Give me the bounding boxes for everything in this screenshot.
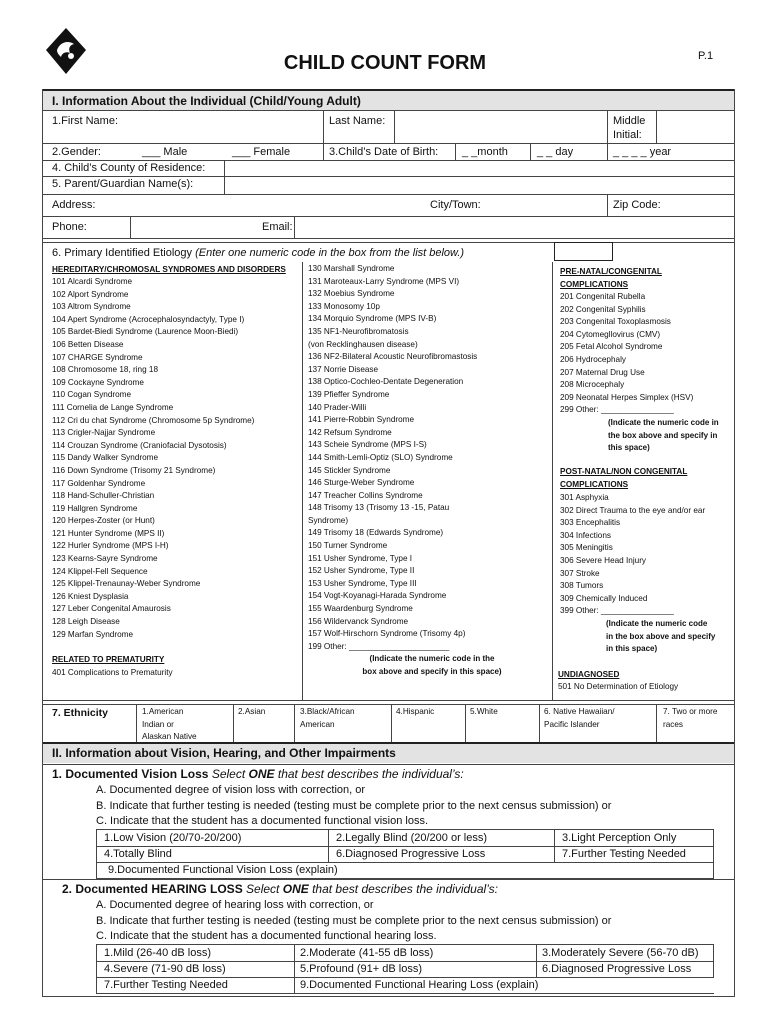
etiology-code-item: 308 Tumors: [560, 581, 604, 591]
opt-line: Pacific Islander: [544, 719, 600, 729]
hereditary-list: [52, 276, 254, 641]
etiology-code-item: 107 CHARGE Syndrome: [52, 352, 143, 362]
other-299-note: [608, 417, 719, 455]
city-label: City/Town:: [430, 199, 481, 211]
rule: [224, 160, 225, 194]
vision-line-a: A. Documented degree of vision loss with correction, or: [96, 784, 366, 796]
etiology-code-item: 143 Scheie Syndrome (MPS I-S): [308, 440, 427, 450]
rule: [294, 216, 295, 238]
prenatal-heading-2: COMPLICATIONS: [560, 279, 629, 289]
hearing-instructions: [96, 898, 611, 945]
etiology-code-item: 106 Betten Disease: [52, 339, 124, 349]
etiology-code-item: 146 Sturge-Weber Syndrome: [308, 478, 415, 488]
etiology-code-item: 149 Trisomy 18 (Edwards Syndrome): [308, 528, 444, 538]
hearing-line-c: C. Indicate that the student has a documented functional hearing loss.: [96, 930, 437, 942]
rule: [42, 700, 734, 701]
city-field[interactable]: [492, 196, 604, 214]
other-199-note: [352, 653, 512, 678]
etiology-label-text: 6. Primary Identified Etiology: [52, 247, 193, 259]
section2-heading: II. Information about Vision, Hearing, and Other Impairments: [52, 746, 396, 760]
middle-initial-label: Middle: [613, 115, 646, 127]
vision-title-end: that best describes the individual’s:: [274, 767, 464, 781]
etiology-code-item: 132 Moebius Syndrome: [308, 289, 395, 299]
rule: [607, 143, 608, 160]
vision-title-one: ONE: [248, 767, 275, 781]
email-label: Email:: [262, 221, 293, 233]
rule: [302, 262, 303, 700]
etiology-code-item: 309 Chemically Induced: [560, 593, 648, 603]
syndrome-list-2: [308, 263, 477, 653]
rule: [233, 704, 234, 742]
section1-heading: I. Information About the Individual (Child/Young Adult): [52, 94, 361, 108]
etiology-code-item: 399 Other: ________________: [560, 606, 674, 616]
email-field[interactable]: [298, 218, 732, 236]
etiology-code-item: 299 Other: ________________: [560, 405, 674, 415]
etiology-code-item: 142 Refsum Syndrome: [308, 427, 392, 437]
rule: [130, 216, 131, 238]
etiology-code-item: 117 Goldenhar Syndrome: [52, 478, 146, 488]
etiology-code-item: 105 Bardet-Biedi Syndrome (Laurence Moon-Biedi): [52, 327, 239, 337]
vision-instructions: [96, 783, 611, 830]
county-label: 4. Child’s County of Residence:: [52, 162, 206, 174]
etiology-code-item: 150 Turner Syndrome: [308, 541, 388, 551]
etiology-instruction: (Enter one numeric code in the box from the list below.): [195, 247, 465, 259]
vision-title-rest: Select: [208, 767, 249, 781]
rule: [455, 143, 456, 160]
etiology-code-item: 302 Direct Trauma to the eye and/or ear: [560, 505, 706, 515]
etiology-code-item: 129 Marfan Syndrome: [52, 629, 134, 639]
dob-label: 3.Child’s Date of Birth:: [329, 146, 439, 158]
etiology-code-item: 148 Trisomy 13 (Trisomy 13 -15, Patau: [308, 503, 450, 513]
rule: [96, 862, 714, 863]
hearing-title-end: that best describes the individual’s:: [308, 882, 498, 896]
etiology-code-item: 139 Pfieffer Syndrome: [308, 389, 390, 399]
note-line: this space): [608, 443, 650, 452]
etiology-code-item: 101 Alcardi Syndrome: [52, 277, 133, 286]
hearing-option-1[interactable]: 1.Mild (26-40 dB loss): [104, 947, 211, 959]
postnatal-heading-1: POST-NATAL/NON CONGENITAL: [560, 467, 688, 476]
etiology-code-item: 130 Marshall Syndrome: [308, 264, 395, 273]
etiology-code-item: 144 Smith-Lemli-Optiz (SLO) Syndrome: [308, 452, 453, 462]
etiology-code-item: 104 Apert Syndrome (Acrocephalosyndactyly, Type I): [52, 314, 245, 324]
rule: [394, 110, 395, 143]
vision-title-bold: 1. Documented Vision Loss: [52, 767, 209, 781]
etiology-code-item: 125 Klippel-Trenaunay-Weber Syndrome: [52, 579, 201, 589]
hearing-line-a: A. Documented degree of hearing loss with correction, or: [96, 899, 374, 911]
opt-line: 3.Black/African: [300, 707, 355, 716]
ethnicity-option-7[interactable]: [663, 706, 717, 731]
etiology-code-item: 126 Kniest Dysplasia: [52, 591, 129, 601]
last-name-field[interactable]: [396, 111, 604, 141]
opt-line: 4.Hispanic: [396, 707, 435, 716]
rule: [42, 242, 734, 243]
ethnicity-option-4[interactable]: [396, 706, 434, 719]
etiology-code-item: 204 Cytomegllovirus (CMV): [560, 329, 661, 339]
vision-option-9[interactable]: 9.Documented Functional Vision Loss (explain): [108, 864, 338, 876]
vision-option-4[interactable]: 4.Totally Blind: [104, 848, 172, 860]
rule: [656, 110, 657, 143]
zip-label: Zip Code:: [613, 199, 661, 211]
etiology-code-item: 304 Infections: [560, 530, 611, 540]
ethnicity-option-2[interactable]: [238, 706, 265, 719]
etiology-code-item: (von Recklinghausen disease): [308, 339, 418, 349]
vision-line-c: C. Indicate that the student has a documented functional vision loss.: [96, 815, 429, 827]
vision-option-3[interactable]: 3.Light Perception Only: [562, 832, 677, 844]
rule: [42, 216, 734, 217]
rule: [42, 194, 734, 195]
other-399-note: [606, 618, 715, 656]
middle-initial-field[interactable]: [658, 111, 732, 141]
vision-option-7[interactable]: 7.Further Testing Needed: [562, 848, 686, 860]
etiology-code-item: 116 Down Syndrome (Trisomy 21 Syndrome): [52, 465, 216, 475]
dob-month-field[interactable]: _ _month: [462, 146, 508, 158]
prematurity-heading: RELATED TO PREMATURITY: [52, 655, 165, 664]
rule: [96, 961, 714, 962]
hearing-title: [62, 882, 498, 896]
rule: [734, 89, 735, 997]
opt-line: 5.White: [470, 707, 498, 716]
etiology-code-item: 199 Other: ______________________: [308, 641, 450, 651]
rule: [42, 704, 734, 705]
rule: [323, 110, 324, 143]
hearing-option-9[interactable]: 9.Documented Functional Hearing Loss (explain): [300, 979, 539, 991]
opt-line: Alaskan Native: [142, 732, 197, 742]
etiology-code-item: 112 Cri du chat Syndrome (Chromosome 5p Syndrome): [52, 415, 255, 425]
address-field[interactable]: [132, 196, 422, 214]
etiology-code-item: Syndrome): [308, 515, 349, 525]
hearing-line-b: B. Indicate that further testing is needed (testing must be complete prior to the next census submission) or: [96, 914, 612, 927]
rule: [96, 846, 714, 847]
rule: [42, 764, 734, 765]
rule: [607, 110, 608, 143]
gender-male-option[interactable]: ___ Male: [142, 146, 188, 158]
postnatal-list: [560, 492, 705, 618]
guardian-label: 5. Parent/Guardian Name(s):: [52, 178, 194, 190]
note-line: (Indicate the numeric code: [606, 619, 708, 628]
ethnicity-option-1[interactable]: [142, 706, 197, 744]
note-line: in the box above and specify: [606, 631, 716, 641]
etiology-code-item: 151 Usher Syndrome, Type I: [308, 553, 413, 563]
etiology-code-item: 122 Hurler Syndrome (MPS I-H): [52, 541, 169, 551]
etiology-code-item: 131 Maroteaux-Larry Syndrome (MPS VI): [308, 276, 460, 286]
opt-line: Indian or: [142, 719, 174, 729]
etiology-code-item: 202 Congenital Syphilis: [560, 304, 646, 314]
dob-year-field[interactable]: _ _ _ _ year: [613, 146, 672, 158]
prenatal-list: [560, 291, 693, 417]
rule: [554, 830, 555, 863]
rule: [42, 879, 734, 880]
note-line: (Indicate the numeric code in the: [369, 654, 495, 663]
etiology-code-item: 206 Hydrocephaly: [560, 354, 626, 364]
hearing-option-3[interactable]: 3.Moderately Severe (56-70 dB): [542, 947, 699, 959]
etiology-code-item: 201 Congenital Rubella: [560, 292, 646, 301]
etiology-code-item: 127 Leber Congenital Amaurosis: [52, 604, 171, 614]
hearing-title-rest: Select: [242, 882, 283, 896]
rule: [607, 194, 608, 216]
hearing-option-5[interactable]: 5.Profound (91+ dB loss): [300, 963, 422, 975]
rule: [294, 704, 295, 742]
etiology-code-item: 118 Hand-Schuller-Christian: [52, 491, 155, 501]
etiology-code-item: 102 Alport Syndrome: [52, 289, 129, 299]
etiology-code-item: 109 Cockayne Syndrome: [52, 377, 144, 387]
postnatal-heading-2: COMPLICATIONS: [560, 479, 629, 489]
rule: [552, 262, 553, 700]
opt-line: 1.American: [142, 707, 184, 716]
ethnicity-option-3[interactable]: [300, 706, 355, 731]
vision-option-1[interactable]: 1.Low Vision (20/70-20/200): [104, 832, 242, 844]
etiology-code-item: 135 NF1-Neurofibromatosis: [308, 326, 409, 336]
dob-day-field[interactable]: _ _ day: [537, 146, 574, 158]
note-line: box above and specify in this space): [362, 666, 502, 676]
rule: [136, 704, 137, 742]
etiology-code-item: 154 Vogt-Koyanagi-Harada Syndrome: [308, 591, 447, 601]
rule: [42, 143, 734, 144]
opt-line: American: [300, 719, 335, 729]
etiology-code-item: 157 Wolf-Hirschorn Syndrome (Trisomy 4p): [308, 629, 466, 639]
etiology-code-item: 209 Neonatal Herpes Simplex (HSV): [560, 392, 694, 402]
etiology-code-item: 121 Hunter Syndrome (MPS II): [52, 528, 165, 538]
etiology-code-item: 141 Pierre-Robbin Syndrome: [308, 415, 415, 425]
etiology-code-item: 123 Kearns-Sayre Syndrome: [52, 554, 158, 564]
rule: [391, 704, 392, 742]
note-line: in this space): [606, 644, 658, 653]
etiology-code-item: 136 NF2-Bilateral Acoustic Neurofibromastosis: [308, 352, 478, 362]
ethnicity-option-5[interactable]: [470, 706, 498, 719]
rule: [96, 945, 97, 994]
etiology-code-item: 155 Waardenburg Syndrome: [308, 604, 413, 614]
etiology-code-item: 305 Meningitis: [560, 543, 613, 553]
etiology-code-item: 103 Altrom Syndrome: [52, 302, 131, 312]
rule: [713, 830, 714, 879]
etiology-code-item: 124 Klippel-Fell Sequence: [52, 566, 148, 576]
rule: [536, 945, 537, 978]
undiagnosed-heading: UNDIAGNOSED: [558, 670, 620, 679]
address-label: Address:: [52, 199, 96, 211]
vision-option-6[interactable]: 6.Diagnosed Progressive Loss: [336, 848, 486, 860]
phone-field[interactable]: [132, 218, 252, 236]
rule: [530, 143, 531, 160]
hearing-option-2[interactable]: 2.Moderate (41-55 dB loss): [300, 947, 434, 959]
hearing-options-table: [96, 944, 714, 993]
etiology-code-item: 133 Monosomy 10p: [308, 301, 380, 311]
hearing-option-4[interactable]: 4.Severe (71-90 dB loss): [104, 963, 226, 975]
rule: [96, 830, 97, 879]
vision-options-table: [96, 829, 714, 878]
rule: [713, 945, 714, 978]
etiology-code-item: 306 Severe Head Injury: [560, 555, 647, 565]
rule: [42, 238, 734, 239]
last-name-label: Last Name:: [329, 115, 386, 127]
etiology-code-item: 138 Optico-Cochleo-Dentate Degeneration: [308, 377, 464, 387]
etiology-code-item: 115 Dandy Walker Syndrome: [52, 453, 159, 463]
undiagnosed-item: 501 No Determination of Etiology: [558, 682, 679, 691]
rule: [323, 143, 324, 160]
etiology-code-box[interactable]: [554, 242, 613, 261]
etiology-code-item: 110 Cogan Syndrome: [52, 390, 132, 400]
rule: [294, 945, 295, 994]
page-number: P.1: [698, 50, 714, 62]
guardian-field[interactable]: [226, 177, 732, 193]
prenatal-heading-1: PRE-NATAL/CONGENITAL: [560, 267, 662, 276]
hearing-option-6[interactable]: 6.Diagnosed Progressive Loss: [542, 963, 692, 975]
etiology-code-item: 134 Morquio Syndrome (MPS IV-B): [308, 314, 437, 324]
etiology-code-item: 301 Asphyxia: [560, 493, 609, 502]
etiology-code-item: 207 Maternal Drug Use: [560, 367, 645, 377]
rule: [96, 977, 714, 978]
rule: [465, 704, 466, 742]
prematurity-item: 401 Complications to Prematurity: [52, 668, 173, 677]
first-name-field[interactable]: [130, 111, 320, 141]
etiology-code-item: 153 Usher Syndrome, Type III: [308, 578, 417, 588]
gender-label: 2.Gender:: [52, 146, 101, 158]
etiology-code-item: 137 Norrie Disease: [308, 364, 379, 374]
etiology-code-item: 114 Crouzan Syndrome (Craniofacial Dysotosis): [52, 440, 227, 450]
etiology-code-item: 203 Congenital Toxoplasmosis: [560, 317, 671, 327]
note-line: (Indicate the numeric code in: [608, 418, 719, 427]
etiology-code-item: 152 Usher Syndrome, Type II: [308, 566, 415, 576]
hereditary-heading: HEREDITARY/CHROMOSAL SYNDROMES AND DISORDERS: [52, 265, 286, 274]
etiology-code-item: 145 Stickler Syndrome: [308, 465, 391, 475]
zip-field[interactable]: [664, 196, 732, 214]
gender-female-option[interactable]: ___ Female: [232, 146, 291, 158]
vision-title: [52, 767, 464, 781]
etiology-code-item: 119 Hallgren Syndrome: [52, 503, 138, 513]
etiology-code-item: 111 Cornelia de Lange Syndrome: [52, 402, 174, 412]
etiology-code-item: 303 Encephalitis: [560, 518, 621, 528]
rule: [656, 704, 657, 742]
opt-line: 2.Asian: [238, 707, 266, 716]
rule: [96, 993, 714, 994]
etiology-code-item: 205 Fetal Alcohol Syndrome: [560, 342, 663, 352]
vision-line-b: B. Indicate that further testing is needed (testing must be complete prior to the next census submission) or: [96, 799, 612, 812]
vision-option-2[interactable]: 2.Legally Blind (20/200 or less): [336, 832, 488, 844]
opt-line: races: [663, 719, 684, 729]
rule: [539, 704, 540, 742]
etiology-code-item: 156 Wildervanck Syndrome: [308, 616, 409, 626]
postnatal-heading: [560, 466, 687, 491]
county-field[interactable]: [226, 161, 732, 175]
opt-line: 7. Two or more: [663, 707, 718, 716]
etiology-code-item: 113 Crigler-Najjar Syndrome: [52, 428, 156, 438]
etiology-code-item: 208 Microcephaly: [560, 380, 625, 390]
form-title: CHILD COUNT FORM: [283, 52, 487, 74]
opt-line: 6. Native Hawaiian/: [544, 707, 615, 716]
etiology-code-item: 128 Leigh Disease: [52, 617, 120, 627]
hearing-option-7[interactable]: 7.Further Testing Needed: [104, 979, 228, 991]
rule: [328, 830, 329, 863]
middle-initial-label-2: Initial:: [613, 129, 642, 141]
phone-label: Phone:: [52, 221, 87, 233]
first-name-label: 1.First Name:: [52, 115, 119, 127]
etiology-code-item: 307 Stroke: [560, 568, 600, 578]
note-line: the box above and specify in: [608, 430, 718, 440]
hearing-title-one: ONE: [282, 882, 309, 896]
rule: [42, 996, 735, 997]
prenatal-heading: [560, 266, 662, 291]
etiology-label: [52, 247, 464, 259]
etiology-code-item: 108 Chromosome 18, ring 18: [52, 365, 159, 375]
ethnicity-option-6[interactable]: [544, 706, 615, 731]
ethnicity-label: 7. Ethnicity: [52, 707, 109, 719]
etiology-code-item: 147 Treacher Collins Syndrome: [308, 490, 423, 500]
hearing-title-bold: 2. Documented HEARING LOSS: [62, 882, 243, 896]
etiology-code-item: 120 Herpes-Zoster (or Hunt): [52, 516, 155, 526]
etiology-code-item: 140 Prader-Willi: [308, 402, 367, 412]
rule: [42, 89, 43, 997]
